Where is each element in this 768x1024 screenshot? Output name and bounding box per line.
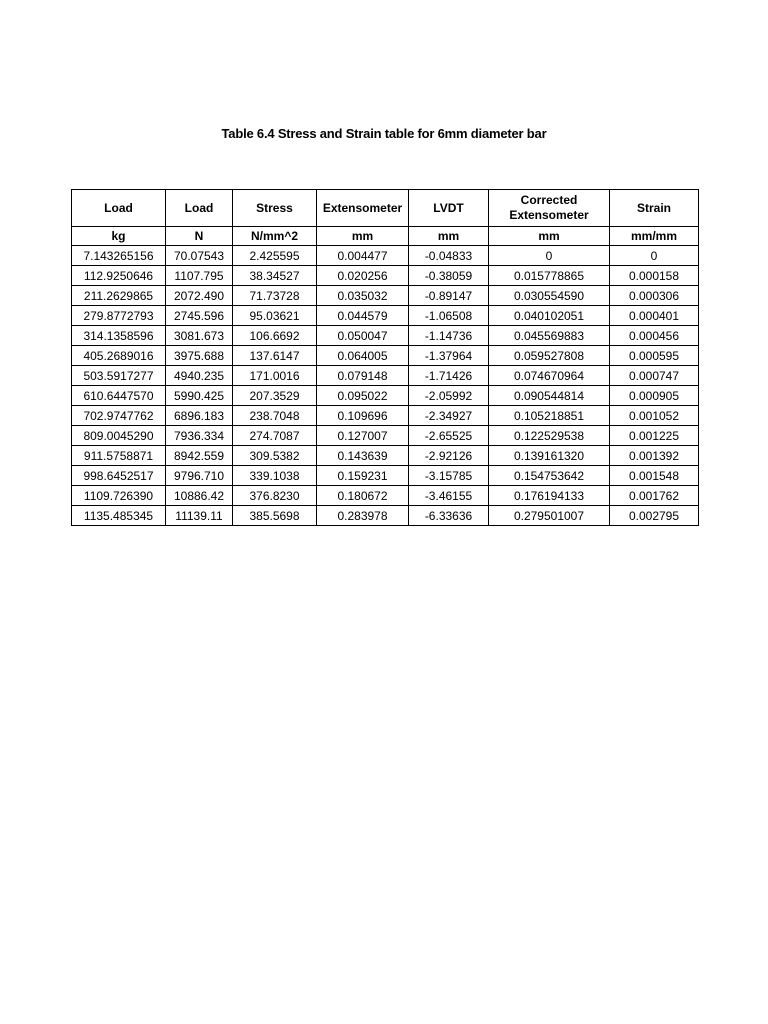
table-cell: 0.001225	[610, 426, 699, 446]
table-cell: 8942.559	[166, 446, 233, 466]
table-cell: 0.176194133	[489, 486, 610, 506]
table-cell: -0.04833	[409, 246, 489, 266]
column-header: Stress	[233, 190, 317, 227]
table-cell: 0.002795	[610, 506, 699, 526]
table-cell: 0.015778865	[489, 266, 610, 286]
table-cell: 1109.726390	[72, 486, 166, 506]
column-header: LVDT	[409, 190, 489, 227]
table-row	[72, 386, 699, 406]
table-cell: 4940.235	[166, 366, 233, 386]
table-row	[72, 326, 699, 346]
table-cell: 385.5698	[233, 506, 317, 526]
table-cell: 314.1358596	[72, 326, 166, 346]
unit-cell: N	[166, 227, 233, 246]
table-cell: 0.001762	[610, 486, 699, 506]
table-cell: 0.283978	[317, 506, 409, 526]
table-cell: 0.139161320	[489, 446, 610, 466]
table-cell: 3975.688	[166, 346, 233, 366]
table-row	[72, 306, 699, 326]
stress-strain-table	[71, 189, 699, 526]
unit-cell: mm	[317, 227, 409, 246]
table-cell: 0.001548	[610, 466, 699, 486]
table-cell: 0	[610, 246, 699, 266]
table-cell: 0.000456	[610, 326, 699, 346]
table-row	[72, 426, 699, 446]
table-cell: 610.6447570	[72, 386, 166, 406]
table-cell: 106.6692	[233, 326, 317, 346]
table-cell: 2745.596	[166, 306, 233, 326]
table-cell: 1107.795	[166, 266, 233, 286]
unit-cell: mm/mm	[610, 227, 699, 246]
table-cell: 809.0045290	[72, 426, 166, 446]
table-cell: 171.0016	[233, 366, 317, 386]
table-cell: -6.33636	[409, 506, 489, 526]
table-cell: 0.059527808	[489, 346, 610, 366]
table-cell: 0.035032	[317, 286, 409, 306]
table-body	[72, 246, 699, 526]
table-cell: 0.000401	[610, 306, 699, 326]
table-cell: -2.34927	[409, 406, 489, 426]
table-cell: 0.090544814	[489, 386, 610, 406]
table-cell: 238.7048	[233, 406, 317, 426]
table-row	[72, 446, 699, 466]
table-cell: 0.127007	[317, 426, 409, 446]
table-cell: 0.020256	[317, 266, 409, 286]
table-cell: -0.89147	[409, 286, 489, 306]
table-cell: 0.279501007	[489, 506, 610, 526]
column-header: Load	[166, 190, 233, 227]
table-cell: -1.14736	[409, 326, 489, 346]
table-cell: 2.425595	[233, 246, 317, 266]
table-row	[72, 486, 699, 506]
column-header: Strain	[610, 190, 699, 227]
unit-cell: kg	[72, 227, 166, 246]
table-cell: 0.001392	[610, 446, 699, 466]
table-cell: 998.6452517	[72, 466, 166, 486]
table-caption: Table 6.4 Stress and Strain table for 6mm diameter bar	[221, 126, 547, 141]
unit-cell: N/mm^2	[233, 227, 317, 246]
table-cell: 0.000158	[610, 266, 699, 286]
column-header: Load	[72, 190, 166, 227]
table-cell: -2.65525	[409, 426, 489, 446]
table-cell: 0.040102051	[489, 306, 610, 326]
table-cell: 279.8772793	[72, 306, 166, 326]
table-cell: 0.079148	[317, 366, 409, 386]
unit-cell: mm	[409, 227, 489, 246]
column-header: Extensometer	[317, 190, 409, 227]
table-row	[72, 406, 699, 426]
table-cell: 911.5758871	[72, 446, 166, 466]
table-cell: 112.9250646	[72, 266, 166, 286]
table-cell: 376.8230	[233, 486, 317, 506]
table-cell: 0.122529538	[489, 426, 610, 446]
table-cell: 7.143265156	[72, 246, 166, 266]
table-cell: 95.03621	[233, 306, 317, 326]
table-cell: 0.000747	[610, 366, 699, 386]
table-cell: 0.001052	[610, 406, 699, 426]
table-row	[72, 366, 699, 386]
table-cell: 211.2629865	[72, 286, 166, 306]
table-row	[72, 246, 699, 266]
table-cell: 137.6147	[233, 346, 317, 366]
table-cell: 0	[489, 246, 610, 266]
table-cell: 9796.710	[166, 466, 233, 486]
table-cell: 0.159231	[317, 466, 409, 486]
table-cell: 0.030554590	[489, 286, 610, 306]
table-cell: 5990.425	[166, 386, 233, 406]
table-cell: -1.37964	[409, 346, 489, 366]
table-row	[72, 506, 699, 526]
table-cell: -3.15785	[409, 466, 489, 486]
table-cell: 0.074670964	[489, 366, 610, 386]
column-header-row	[72, 190, 699, 227]
units-row	[72, 227, 699, 246]
table-row	[72, 466, 699, 486]
column-header: Corrected Extensometer	[489, 190, 610, 227]
table-cell: 7936.334	[166, 426, 233, 446]
table-cell: 0.109696	[317, 406, 409, 426]
table-cell: 11139.11	[166, 506, 233, 526]
table-cell: 0.105218851	[489, 406, 610, 426]
table-cell: 71.73728	[233, 286, 317, 306]
table-cell: 339.1038	[233, 466, 317, 486]
table-cell: 0.000595	[610, 346, 699, 366]
table-cell: 6896.183	[166, 406, 233, 426]
table-cell: -2.05992	[409, 386, 489, 406]
table-cell: 70.07543	[166, 246, 233, 266]
table-cell: 0.064005	[317, 346, 409, 366]
table-row	[72, 266, 699, 286]
table-cell: 405.2689016	[72, 346, 166, 366]
table-cell: -3.46155	[409, 486, 489, 506]
table-cell: 0.095022	[317, 386, 409, 406]
table-cell: 0.154753642	[489, 466, 610, 486]
table-cell: -1.06508	[409, 306, 489, 326]
table-cell: 1135.485345	[72, 506, 166, 526]
table-cell: 3081.673	[166, 326, 233, 346]
table-cell: 0.050047	[317, 326, 409, 346]
table-cell: -1.71426	[409, 366, 489, 386]
table-cell: 10886.42	[166, 486, 233, 506]
table-cell: -0.38059	[409, 266, 489, 286]
table-cell: 702.9747762	[72, 406, 166, 426]
table-cell: -2.92126	[409, 446, 489, 466]
table-cell: 207.3529	[233, 386, 317, 406]
table-cell: 503.5917277	[72, 366, 166, 386]
table-cell: 0.143639	[317, 446, 409, 466]
table-cell: 0.004477	[317, 246, 409, 266]
unit-cell: mm	[489, 227, 610, 246]
table-row	[72, 286, 699, 306]
table-cell: 274.7087	[233, 426, 317, 446]
table-cell: 309.5382	[233, 446, 317, 466]
table-cell: 38.34527	[233, 266, 317, 286]
table-cell: 0.000905	[610, 386, 699, 406]
table-cell: 0.000306	[610, 286, 699, 306]
table-row	[72, 346, 699, 366]
table-cell: 0.180672	[317, 486, 409, 506]
table-cell: 2072.490	[166, 286, 233, 306]
table-cell: 0.044579	[317, 306, 409, 326]
table-cell: 0.045569883	[489, 326, 610, 346]
